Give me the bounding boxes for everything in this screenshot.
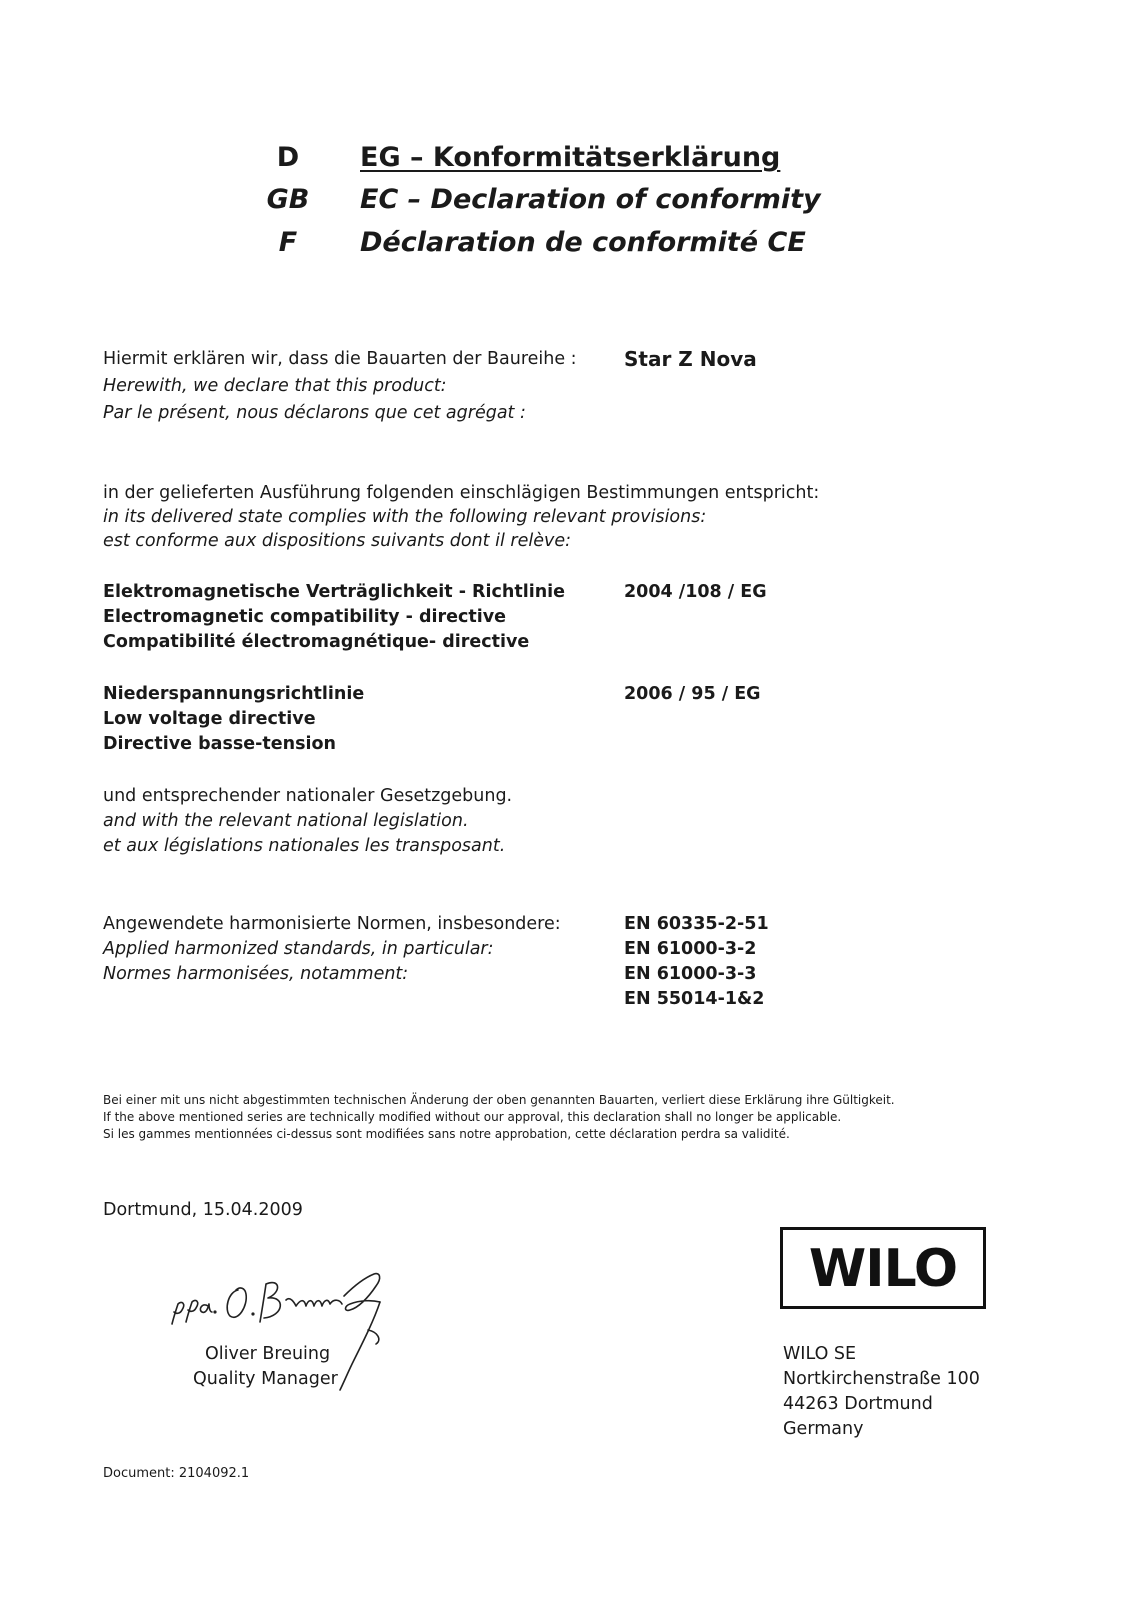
standard-item: EN 60335-2-51 — [624, 914, 769, 934]
document-id: Document: 2104092.1 — [103, 1466, 250, 1481]
standard-item: EN 55014-1&2 — [624, 989, 765, 1009]
standards-de: Angewendete harmonisierte Normen, insbesondere: — [103, 914, 561, 934]
directive-lv-en: Low voltage directive — [103, 709, 316, 729]
intro-en: Herewith, we declare that this product: — [103, 376, 447, 396]
company-country: Germany — [783, 1419, 864, 1439]
directive-emc-fr: Compatibilité électromagnétique- directive — [103, 632, 530, 652]
directive-emc-en: Electromagnetic compatibility - directive — [103, 607, 507, 627]
directive-lv-ref: 2006 / 95 / EG — [624, 684, 761, 704]
standards-fr: Normes harmonisées, notamment: — [103, 964, 409, 984]
lang-code-de: D — [276, 142, 300, 173]
provisions-de: in der gelieferten Ausführung folgenden einschlägigen Bestimmungen entspricht: — [103, 483, 820, 503]
standard-item: EN 61000-3-3 — [624, 964, 757, 984]
legislation-de: und entsprechender nationaler Gesetzgebung. — [103, 786, 513, 806]
disclaimer-de: Bei einer mit uns nicht abgestimmten technischen Änderung der oben genannten Bauarten, verliert diese Erklärung ihre Gültigkeit. — [103, 1093, 895, 1107]
directive-lv-fr: Directive basse-tension — [103, 734, 337, 754]
standards-en: Applied harmonized standards, in particular: — [103, 939, 494, 959]
product-name: Star Z Nova — [624, 347, 757, 371]
directive-emc-de: Elektromagnetische Verträglichkeit - Richtlinie — [103, 582, 566, 602]
legislation-en: and with the relevant national legislation. — [103, 811, 469, 831]
directive-emc-ref: 2004 /108 / EG — [624, 582, 767, 602]
lang-code-f: F — [278, 227, 298, 258]
provisions-fr: est conforme aux dispositions suivants dont il relève: — [103, 531, 571, 551]
disclaimer-fr: Si les gammes mentionnées ci-dessus sont modifiées sans notre approbation, cette déclaration perdra sa validité. — [103, 1127, 790, 1141]
intro-de: Hiermit erklären wir, dass die Bauarten der Baureihe : — [103, 349, 577, 369]
company-name: WILO SE — [783, 1344, 857, 1364]
company-street: Nortkirchenstraße 100 — [783, 1369, 980, 1389]
place-date: Dortmund, 15.04.2009 — [103, 1200, 303, 1220]
disclaimer-en: If the above mentioned series are technically modified without our approval, this declaration shall no longer be applicable. — [103, 1110, 842, 1124]
title-gb: EC – Declaration of conformity — [360, 184, 821, 215]
intro-fr: Par le présent, nous déclarons que cet agrégat : — [103, 403, 526, 423]
wilo-logo — [780, 1227, 986, 1309]
directive-lv-de: Niederspannungsrichtlinie — [103, 684, 365, 704]
title-de: EG – Konformitätserklärung — [360, 142, 781, 173]
signatory-name: Oliver Breuing — [205, 1344, 331, 1364]
wilo-logo-text: WILO — [808, 1239, 958, 1299]
provisions-en: in its delivered state complies with the following relevant provisions: — [103, 507, 707, 527]
legislation-fr: et aux législations nationales les transposant. — [103, 836, 506, 856]
title-f: Déclaration de conformité CE — [360, 227, 806, 258]
signatory-role: Quality Manager — [193, 1369, 338, 1389]
lang-code-gb: GB — [266, 184, 310, 215]
company-city: 44263 Dortmund — [783, 1394, 933, 1414]
standard-item: EN 61000-3-2 — [624, 939, 757, 959]
